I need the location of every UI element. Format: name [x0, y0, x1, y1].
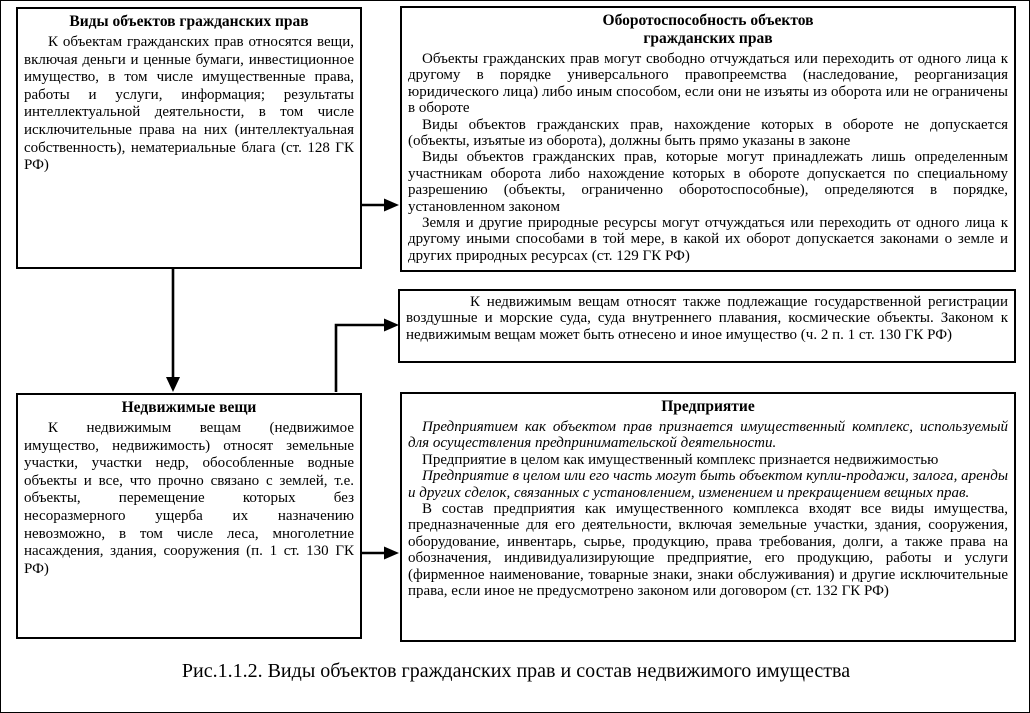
box-turnover-paragraph-3: Виды объектов гражданских прав, которые могут принадлежать лишь определенным участникам оборота либо нахождение которых в обороте допускается по специальному разрешению (объекты, ограниченно оборотоспособные), определяются в порядке, установленном законом	[408, 149, 1008, 215]
arrow-immovable-to-enterprise-icon	[362, 547, 399, 560]
box-title-immovable: Недвижимые вещи	[121, 399, 257, 416]
box-enterprise-paragraph-3: Предприятие в целом или его часть могут быть объектом купли-продажи, залога, аренды и других сделок, связанных с установлением, изменением и прекращением вещных прав.	[408, 468, 1008, 501]
box-turnover-capability	[400, 6, 1016, 272]
arrow-immovable-to-note-icon	[336, 319, 399, 393]
box-enterprise-paragraph-4: В состав предприятия как имущественного комплекса входят все виды имущества, предназначенные для его деятельности, включая земельные участки, здания, сооружения, оборудование, инвентарь, сырье, продукцию, права требования, долги, а также права на обозначения, индивидуализирующие предприятие, его продукцию, работы и услуги (фирменное наименование, товарные знаки, знаки обслуживания) и другие исключительные права, если иное не предусмотрено законом или договором (ст. 132 ГК РФ)	[408, 501, 1008, 600]
box-types-paragraph: К объектам гражданских прав относятся вещи, включая деньги и ценные бумаги, инвестиционное имущество, в том числе имущественные права, работы и услуги, информация; результаты интеллектуальной деятельности, в том числе исключительные права на них (интеллектуальная собственность), нематериальные блага (ст. 128 ГК РФ)	[24, 34, 354, 174]
box-enterprise	[400, 392, 1016, 642]
box-immovable-paragraph: К недвижимым вещам (недвижимое имущество, недвижимость) относят земельные участки, участки недр, обособленные водные объекты и все, что прочно связано с землей, т.е. объекты, перемещение которых без несоразмерного ущерба их назначению невозможно, в том числе леса, многолетние насаждения, здания, сооружения (п. 1 ст. 130 ГК РФ)	[24, 420, 354, 577]
arrow-types-to-immovable-icon	[166, 269, 180, 392]
box-enterprise-paragraph-1: Предприятием как объектом прав признается имущественный комплекс, используемый для осуществления предпринимательской деятельности.	[408, 419, 1008, 452]
figure-caption: Рис.1.1.2. Виды объектов гражданских прав и состав недвижимого имущества	[181, 660, 851, 682]
box-types-of-civil-rights-objects	[16, 7, 362, 269]
box-turnover-paragraph-1: Объекты гражданских прав могут свободно отчуждаться или переходить от одного лица к другому в порядке универсального правопреемства (наследование, реорганизация юридического лица) либо иным способом, если они не изъяты из оборота или не ограничены в обороте	[408, 51, 1008, 117]
box-title-types: Виды объектов гражданских прав	[69, 13, 309, 30]
box-title-enterprise: Предприятие	[661, 398, 755, 415]
box-immovable-things	[16, 393, 362, 639]
box-turnover-paragraph-2: Виды объектов гражданских прав, нахождение которых в обороте не допускается (объекты, изъятые из оборота), должны быть прямо указаны в законе	[408, 116, 1008, 150]
box-enterprise-paragraph-2: Предприятие в целом как имущественный комплекс признается недвижимостью	[422, 451, 939, 468]
box-title-turnover: Оборотоспособность объектов гражданских прав	[602, 12, 814, 47]
box-turnover-paragraph-4: Земля и другие природные ресурсы могут отчуждаться или переходить от одного лица к другому иными способами в той мере, в какой их оборот допускается законами о земле и других природных ресурсах (ст. 129 ГК РФ)	[408, 215, 1008, 264]
box-immovable-note-paragraph: К недвижимым вещам относят также подлежащие государственной регистрации воздушные и морские суда, суда внутреннего плавания, космические объекты. Законом к недвижимым вещам может быть отнесено и иное имущество (ч. 2 п. 1 ст. 130 ГК РФ)	[406, 294, 1008, 343]
arrow-types-to-turnover-icon	[362, 199, 399, 212]
box-immovable-note	[398, 289, 1016, 363]
